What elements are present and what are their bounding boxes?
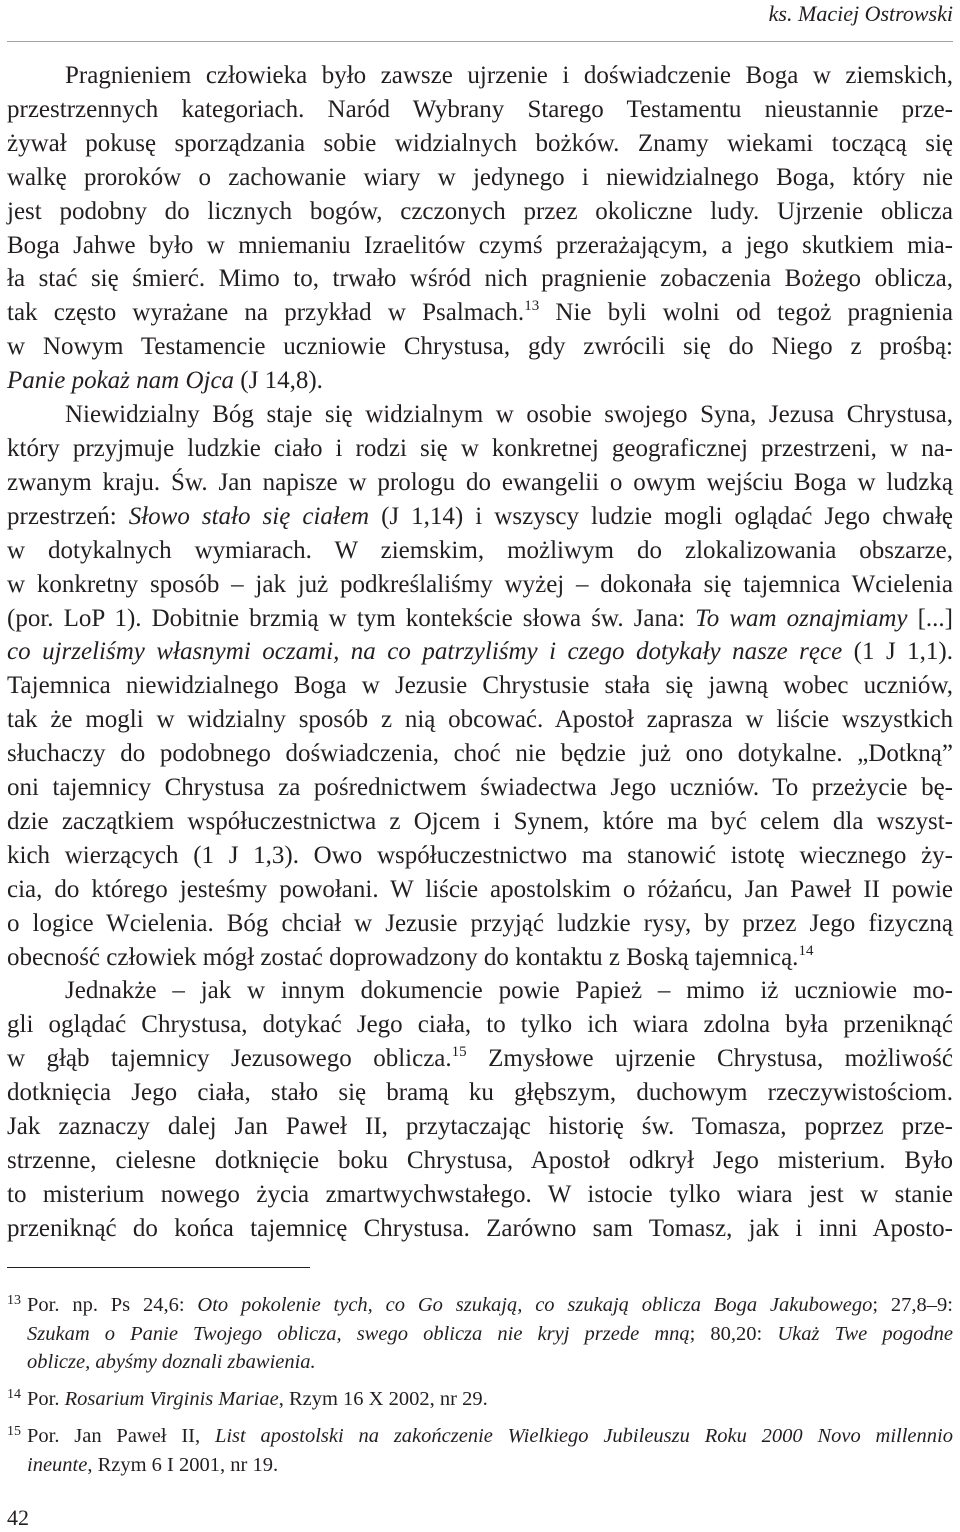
text-run: gli oglądać Chrystusa, dotykać Jego ciała, to tylko ich wiara zdolna była przeniknąć — [7, 1011, 953, 1039]
text-line — [27, 1451, 953, 1480]
footnote-number: 14 — [7, 1387, 21, 1402]
text-run: dzie zaczątkiem współuczestnictwa z Ojcem i Synem, które ma być celem dla wszyst- — [7, 807, 953, 835]
text-line — [7, 568, 953, 602]
footnote-number: 13 — [7, 1293, 21, 1308]
text-line — [7, 432, 953, 466]
text-line — [7, 941, 953, 975]
text-run: Por. Jan Paweł II, — [27, 1425, 215, 1447]
text-line — [7, 534, 953, 568]
text-run: , Rzym 16 X 2002, nr 29. — [278, 1388, 488, 1410]
italic-text: co ujrzeliśmy własnymi oczami, na co patrzyliśmy i czego dotykały nasze ręce — [7, 638, 843, 666]
text-run: cia, do którego jesteśmy powołani. W liście apostolskim o różańcu, Jan Paweł II powie — [7, 875, 953, 903]
page-number: 42 — [7, 1505, 29, 1530]
text-run: w dotykalnych wymiarach. W ziemskim, możliwym do zlokalizowania obszarze, — [7, 536, 953, 564]
text-line — [7, 1212, 953, 1246]
text-line — [7, 635, 953, 669]
text-line — [27, 1291, 953, 1320]
italic-text: Panie pokaż nam Ojca — [7, 367, 235, 395]
text-line — [7, 1110, 953, 1144]
text-run: ; 27,8–9: — [872, 1294, 953, 1316]
text-line — [27, 1385, 953, 1414]
italic-text: Oto pokolenie tych, co Go szukają, co szukają oblicza Boga Jakubowego — [197, 1294, 873, 1316]
italic-text: Rosarium Virginis Mariae — [64, 1388, 279, 1410]
text-line — [7, 1144, 953, 1178]
text-run: dotknięcia Jego ciała, stało się bramą ku głębszym, duchowym rzeczywistościom. — [7, 1079, 953, 1107]
footnote-ref: 14 — [798, 942, 814, 959]
footnote-separator — [7, 1267, 310, 1268]
text-line — [7, 602, 953, 636]
text-run: tak często wyrażane na przykład w Psalmach. — [7, 299, 525, 327]
footnote — [7, 1422, 953, 1479]
text-run: (por. LoP 1). Dobitnie brzmią w tym kontekście słowa św. Jana: — [7, 604, 696, 632]
text-run: żywał pokusę sporządzania sobie widzialnych bożków. Znamy wiekami toczącą się — [7, 129, 953, 157]
text-run: słuchaczy do podobnego doświadczenia, choć nie będzie już ono dotykalne. „Dotkną” — [7, 740, 953, 768]
text-run: ła stać się śmierć. Mimo to, trwało wśród nich pragnienie zobaczenia Bożego oblicza, — [7, 265, 953, 293]
text-run: Pragnieniem człowieka było zawsze ujrzenie i doświadczenie Boga w ziemskich, — [65, 62, 953, 89]
text-line — [7, 59, 953, 93]
text-run: w konkretny sposób – jak już podkreślaliśmy wyżej – dokonała się tajemnica Wcielenia — [7, 570, 953, 598]
italic-text: oblicze, abyśmy doznali zbawienia. — [27, 1351, 316, 1373]
text-run: (1 J 1,1). — [842, 638, 953, 666]
footnote — [7, 1291, 953, 1377]
running-header: ks. Maciej Ostrowski — [768, 1, 953, 26]
text-line — [7, 398, 953, 432]
text-line — [7, 195, 953, 229]
text-run: Zmysłowe ujrzenie Chrystusa, możliwość — [466, 1045, 953, 1073]
text-line — [7, 296, 953, 330]
text-run: to misterium nowego życia zmartwychwstałego. W istocie tylko wiara jest w stanie — [7, 1180, 953, 1208]
text-run: o logice Wcielenia. Bóg chciał w Jezusie przyjąć ludzkie rysy, by przez Jego fizyczną — [7, 909, 953, 937]
text-run: w głąb tajemnicy Jezusowego oblicza. — [7, 1045, 452, 1073]
text-run: oni tajemnicy Chrystusa za pośrednictwem świadectwa Jego uczniów. To przeżycie bę- — [7, 774, 953, 802]
italic-text: ineunte — [27, 1453, 88, 1476]
text-line — [7, 737, 953, 771]
text-line — [7, 839, 953, 873]
italic-text: List apostolski na zakończenie Wielkiego Jubileuszu Roku 2000 Novo millennio — [214, 1425, 953, 1447]
text-run: Jak zaznaczy dalej Jan Paweł II, przytaczając historię św. Tomasza, poprzez prze- — [7, 1113, 953, 1141]
body-paragraph — [7, 398, 953, 974]
text-run: Jednakże – jak w innym dokumencie powie Papież – mimo iż uczniowie mo- — [65, 977, 953, 1005]
body-paragraph — [7, 59, 953, 398]
text-line — [7, 93, 953, 127]
text-run: przestrzennych kategoriach. Naród Wybrany Starego Testamentu nieustannie prze- — [7, 95, 953, 123]
text-run: który przyjmuje ludzkie ciało i rodzi się w konkretnej geograficznej przestrzeni, w na- — [7, 434, 953, 462]
text-line — [7, 1076, 953, 1110]
text-line — [7, 127, 953, 161]
text-line — [7, 229, 953, 263]
text-line — [7, 161, 953, 195]
text-run: przeniknąć do końca tajemnicę Chrystusa. Zarówno sam Tomasz, jak i inni Aposto- — [7, 1214, 953, 1242]
text-run: (J 1,14) i wszyscy ludzie mogli oglądać Jego chwałę — [369, 502, 953, 530]
text-run: w Nowym Testamencie uczniowie Chrystusa, gdy zwrócili się do Niego z prośbą: — [7, 333, 953, 361]
text-line — [7, 364, 953, 398]
text-run: przestrzeń: — [7, 502, 129, 530]
italic-text: Ukaż Twe pogodne — [777, 1322, 953, 1345]
text-run: (J 14,8). — [234, 367, 323, 395]
text-run: strzenne, cielesne dotknięcie boku Chrystusa, Apostoł odkrył Jego misterium. Było — [7, 1147, 953, 1174]
text-run: walkę proroków o zachowanie wiary w jedynego i niewidzialnego Boga, który nie — [7, 163, 953, 191]
text-run: Por. — [27, 1388, 65, 1410]
text-line — [27, 1348, 953, 1377]
text-line — [7, 500, 953, 534]
text-line — [7, 703, 953, 737]
text-line — [7, 1042, 953, 1076]
body-paragraph — [7, 974, 953, 1245]
text-run: , Rzym 6 I 2001, nr 19. — [87, 1453, 279, 1476]
footnote-ref: 15 — [451, 1044, 467, 1061]
footnotes — [7, 1291, 953, 1488]
text-line — [7, 974, 953, 1008]
text-run: ; 80,20: — [689, 1322, 778, 1345]
text-run: kich wierzących (1 J 1,3). Owo współuczestnictwo ma stanowić istotę wiecznego ży- — [7, 841, 953, 869]
text-run: Nie byli wolni od tegoż pragnienia — [539, 299, 953, 327]
footnote-ref: 13 — [524, 298, 540, 315]
text-run: Niewidzialny Bóg staje się widzialnym w osobie swojego Syna, Jezusa Chrystusa, — [65, 401, 953, 429]
text-line — [7, 1008, 953, 1042]
italic-text: Słowo stało się ciałem — [128, 502, 370, 530]
text-line — [7, 805, 953, 839]
text-run: Boga Jahwe było w mniemaniu Izraelitów czymś przerażającym, a jego skutkiem mia- — [7, 231, 953, 259]
text-run: obecność człowiek mógł zostać doprowadzony do kontaktu z Boską tajemnicą. — [7, 943, 799, 971]
text-line — [7, 873, 953, 907]
text-run: zwanym kraju. Św. Jan napisze w prologu do ewangelii o owym wejściu Boga w ludzką — [7, 468, 953, 496]
text-line — [7, 907, 953, 941]
text-line — [7, 466, 953, 500]
text-run: jest podobny do licznych bogów, czczonych przez okoliczne ludy. Ujrzenie oblicza — [7, 197, 953, 225]
text-line — [7, 262, 953, 296]
text-run: Tajemnica niewidzialnego Boga w Jezusie Chrystusie stała się jawną wobec uczniów, — [7, 672, 953, 700]
text-line — [27, 1320, 953, 1349]
text-run: tak że mogli w widzialny sposób z nią obcować. Apostoł zaprasza w liście wszystkich — [7, 706, 953, 734]
text-run: [...] — [907, 604, 953, 632]
text-line — [27, 1422, 953, 1451]
body-text — [7, 59, 953, 1246]
header-rule — [7, 41, 953, 42]
italic-text: To wam oznajmiamy — [695, 604, 908, 632]
text-run: Por. np. Ps 24,6: — [27, 1294, 198, 1316]
text-line — [7, 330, 953, 364]
italic-text: Szukam o Panie Twojego oblicza, swego oblicza nie kryj przede mną — [27, 1322, 690, 1345]
text-line — [7, 1178, 953, 1212]
text-line — [7, 771, 953, 805]
text-line — [7, 669, 953, 703]
footnote — [7, 1385, 953, 1414]
footnote-number: 15 — [7, 1424, 21, 1439]
